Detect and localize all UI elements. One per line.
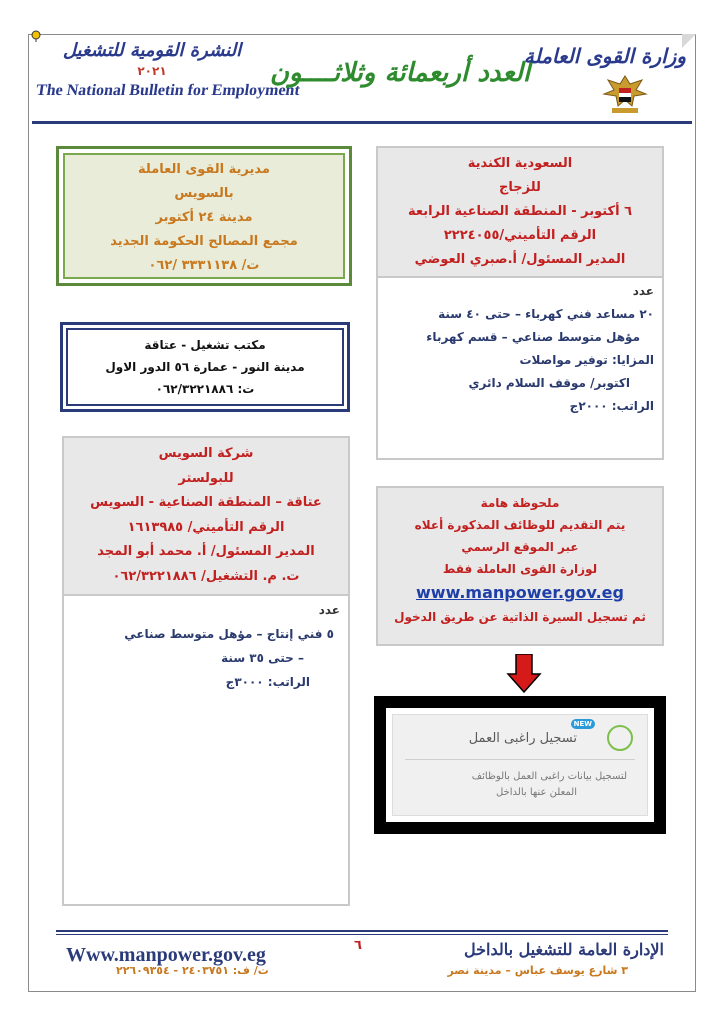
new-badge: NEW: [571, 719, 595, 729]
manager: المدير المسئول/ أ. محمد أبو المجد: [97, 544, 315, 559]
employment-office-box: [60, 322, 350, 412]
registration-description-1: لتسجيل بيانات راغبى العمل بالوظائف: [471, 771, 627, 782]
company-name: شركة السويس: [158, 446, 254, 461]
registration-description-2: المعلن عنها بالداخل: [495, 787, 577, 798]
note-line-2: عبر الموقع الرسمي: [461, 540, 579, 554]
count-label: عدد: [632, 284, 654, 298]
pin-icon: [30, 30, 42, 42]
office-title: مكتب تشغيل - عتاقة: [144, 338, 266, 352]
note-line-4: ثم تسجيل السيرة الذاتية عن طريق الدخول: [394, 610, 646, 624]
registration-screenshot: [374, 696, 666, 834]
company-location: ٦ أكتوبر - المنطقة الصناعية الرابعة: [407, 204, 633, 219]
directorate-box: [56, 146, 352, 286]
count-label: عدد: [318, 603, 340, 617]
job-age: – حتى ٣٥ سنة: [221, 651, 304, 665]
eagle-emblem-icon: [602, 72, 648, 116]
down-arrow-icon: [506, 654, 542, 694]
insurance-number: الرقم التأميني/٢٢٢٤٠٥٥: [443, 228, 597, 243]
issue-title: العدد أربعمائة وثلاثــــون: [269, 58, 531, 88]
qualification: مؤهل متوسط صناعي – قسم كهرباء: [426, 330, 640, 344]
salary: الراتب: ٢٠٠٠ج: [569, 399, 654, 413]
footer-website[interactable]: Www.manpower.gov.eg: [66, 944, 266, 966]
footer-department: الإدارة العامة للتشغيل بالداخل: [463, 940, 664, 959]
salary: الراتب: ٣٠٠٠ج: [225, 675, 310, 689]
saudi-company-header: [376, 146, 664, 278]
ministry-title: وزارة القوى العاملة: [523, 44, 686, 68]
footer-address: ٣ شارع يوسف عباس – مدينة نصر: [447, 964, 628, 977]
registration-inner: [386, 708, 654, 822]
header-divider: [32, 121, 692, 124]
footer-divider: [56, 930, 668, 932]
company-name: السعودية الكندية: [467, 156, 573, 171]
suez-company-jobs: [62, 596, 350, 906]
saudi-company-jobs: [376, 278, 664, 460]
note-line-1: يتم التقديم للوظائف المذكورة أعلاه: [414, 518, 626, 532]
bulletin-english-title: The National Bulletin for Employment: [34, 82, 301, 99]
bulletin-year: ٢٠٢١: [137, 64, 167, 78]
insurance-number: الرقم التأميني/ ١٦١٣٩٨٥: [127, 519, 285, 535]
office-phone: ت. م. التشغيل/ ٠٦٢/٣٢٢١٨٨٦: [112, 568, 300, 584]
registration-title[interactable]: تسجيل راغبى العمل: [468, 731, 577, 746]
footer-divider-thin: [56, 934, 668, 935]
important-note-box: [376, 486, 664, 646]
suez-company-header: [62, 436, 350, 596]
directorate-address: مدينة ٢٤ أكتوبر: [155, 210, 253, 225]
benefits: المزايا: توفير مواصلات: [519, 353, 654, 367]
directorate-city: بالسويس: [174, 186, 234, 201]
footer-phone: ت/ ف: ٢٤٠٣٧٥١ - ٢٢٦٠٩٣٥٤: [116, 964, 269, 977]
user-avatar-icon: [607, 725, 633, 751]
directorate-phone: ت/ ٣٣٣١١٣٨ /٠٦٢: [148, 258, 260, 273]
company-subtitle: للبولستر: [178, 470, 234, 486]
office-address: مدينة النور - عمارة ٥٦ الدور الاول: [105, 360, 305, 374]
note-title: ملحوظة هامة: [480, 496, 560, 510]
office-phone: ت: ٠٦٢/٣٢٢١٨٨٦: [155, 382, 255, 396]
job-line: ٥ فني إنتاج – مؤهل متوسط صناعي: [124, 627, 334, 641]
registration-divider: [405, 759, 635, 760]
directorate-title: مديرية القوى العاملة: [138, 162, 270, 177]
page-number: ٦: [354, 938, 362, 953]
note-line-3: لوزارة القوى العاملة فقط: [442, 562, 598, 576]
registration-card[interactable]: [392, 714, 648, 816]
bulletin-arabic-title: النشرة القومية للتشغيل: [62, 40, 242, 61]
manager: المدير المسئول/ أ.صبري العوضي: [414, 252, 626, 267]
job-line: ٢٠ مساعد فني كهرباء – حتى ٤٠ سنة: [438, 307, 654, 321]
directorate-inner: [63, 153, 345, 279]
manpower-link[interactable]: www.manpower.gov.eg: [416, 583, 624, 602]
company-subtitle: للزجاج: [499, 180, 541, 195]
employment-office-inner: [66, 328, 344, 406]
benefits-detail: اكتوبر/ موقف السلام دائري: [468, 376, 630, 390]
company-location: عتاقة – المنطقة الصناعية - السويس: [90, 495, 322, 510]
directorate-building: مجمع المصالح الحكومة الجديد: [110, 234, 298, 249]
